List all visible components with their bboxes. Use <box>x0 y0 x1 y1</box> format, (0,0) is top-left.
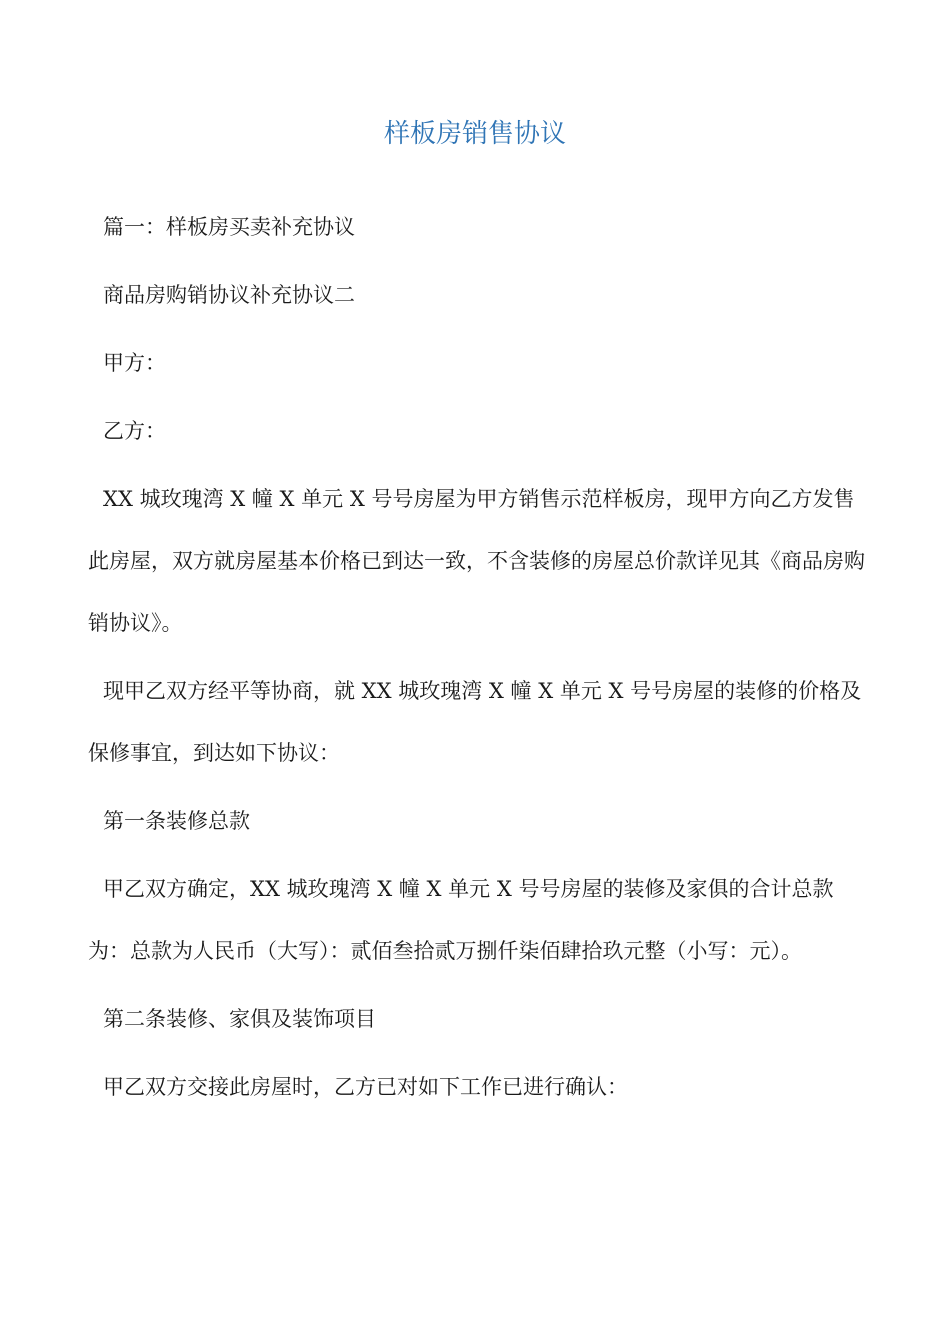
paragraph-article-2-heading: 第二条装修、家俱及装饰项目 <box>103 1007 376 1031</box>
paragraph-party-b: 乙方： <box>103 419 166 443</box>
document-title: 样板房销售协议 <box>383 119 566 149</box>
document-body <box>88 196 866 1124</box>
paragraph-house-description: XX 城玫瑰湾 X 幢 X 单元 X 号号房屋为甲方销售示范样板房，现甲方向乙方发售此房屋，双方就房屋基本价格已到达一致，不含装修的房屋总价款详见其《商品房购销协议》。 <box>88 487 865 635</box>
paragraph-agreement-name: 商品房购销协议补充协议二 <box>103 283 355 307</box>
paragraph-total-price: 甲乙双方确定，XX 城玫瑰湾 X 幢 X 单元 X 号号房屋的装修及家俱的合计总款为：总款为人民币（大写）：贰佰叁拾贰万捌仟柒佰肆拾玖元整（小写：元）。 <box>88 877 834 963</box>
paragraph-section-heading: 篇一：样板房买卖补充协议 <box>103 215 355 239</box>
paragraph-party-a: 甲方： <box>103 351 166 375</box>
paragraph-handover-confirmation: 甲乙双方交接此房屋时，乙方已对如下工作已进行确认： <box>103 1075 628 1099</box>
paragraph-negotiation: 现甲乙双方经平等协商，就 XX 城玫瑰湾 X 幢 X 单元 X 号号房屋的装修的价格及保修事宜，到达如下协议： <box>88 679 862 765</box>
paragraph-article-1-heading: 第一条装修总款 <box>103 809 250 833</box>
